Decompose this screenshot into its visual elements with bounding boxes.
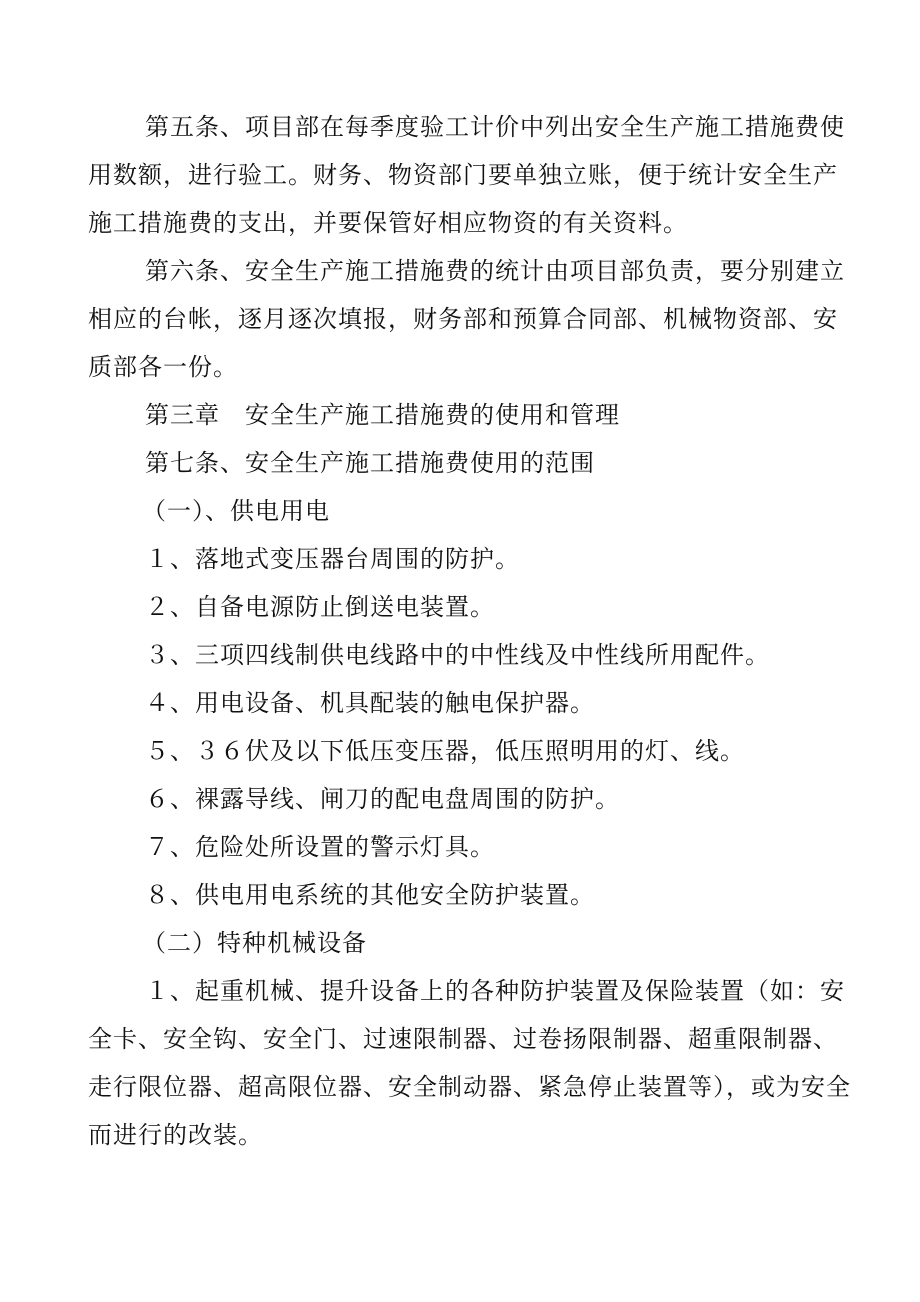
- item-2-1-line-4: 而进行的改装。: [88, 1121, 263, 1149]
- section-1-heading: （一）、供电用电: [142, 497, 330, 525]
- list-item: ６、裸露导线、闸刀的配电盘周围的防护。: [145, 785, 620, 813]
- list-item: ８、供电用电系统的其他安全防护装置。: [145, 881, 595, 909]
- article-5-line-1: 第五条、项目部在每季度验工计价中列出安全生产施工措施费使: [145, 113, 845, 141]
- article-6-line-3: 质部各一份。: [88, 353, 238, 381]
- article-6-line-1: 第六条、安全生产施工措施费的统计由项目部负责，要分别建立: [145, 257, 845, 285]
- list-item: ５、３６伏及以下低压变压器，低压照明用的灯、线。: [145, 737, 745, 765]
- list-item: ３、三项四线制供电线路中的中性线及中性线所用配件。: [145, 641, 770, 669]
- item-2-1-line-3: 走行限位器、超高限位器、安全制动器、紧急停止装置等），或为安全: [88, 1073, 851, 1101]
- article-7-heading: 第七条、安全生产施工措施费使用的范围: [145, 449, 595, 477]
- article-6-line-2: 相应的台帐，逐月逐次填报，财务部和预算合同部、机械物资部、安: [88, 305, 838, 333]
- chapter-3-heading: 第三章 安全生产施工措施费的使用和管理: [145, 401, 620, 429]
- list-item: １、落地式变压器台周围的防护。: [145, 545, 520, 573]
- article-5-line-3: 施工措施费的支出，并要保管好相应物资的有关资料。: [88, 209, 688, 237]
- item-2-1-line-2: 全卡、安全钩、安全门、过速限制器、过卷扬限制器、超重限制器、: [88, 1025, 838, 1053]
- list-item: ７、危险处所设置的警示灯具。: [145, 833, 495, 861]
- list-item: ４、用电设备、机具配装的触电保护器。: [145, 689, 595, 717]
- section-2-heading: （二）特种机械设备: [142, 929, 367, 957]
- item-2-1-line-1: １、起重机械、提升设备上的各种防护装置及保险装置（如：安: [145, 977, 845, 1005]
- article-5-line-2: 用数额，进行验工。财务、物资部门要单独立账，便于统计安全生产: [88, 161, 838, 189]
- list-item: ２、自备电源防止倒送电装置。: [145, 593, 495, 621]
